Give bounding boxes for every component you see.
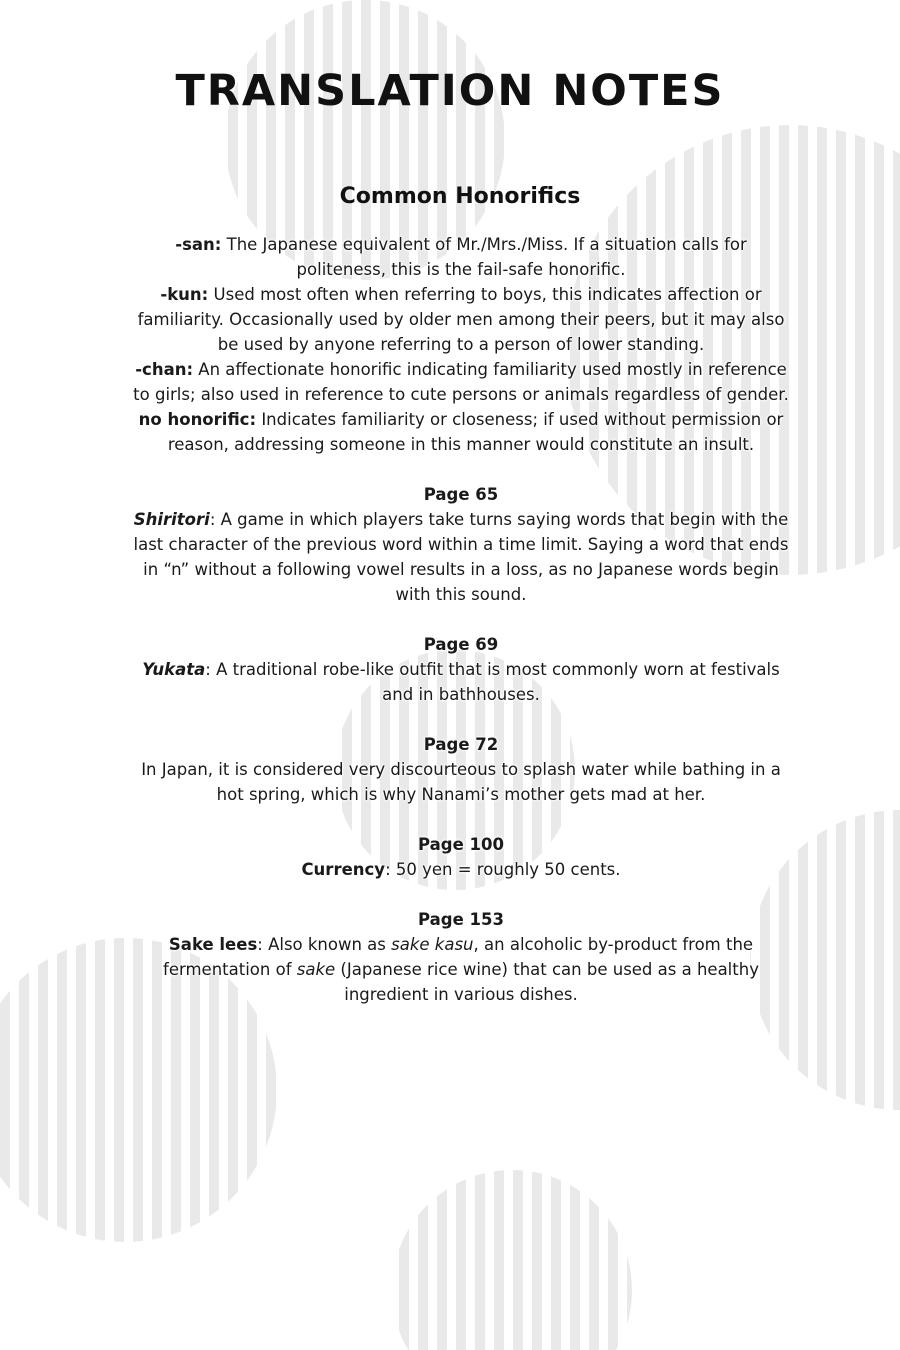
honorific-definition: Used most often when referring to boys, this indicates affection or familiarity. Occasionally used by older men among their peers, but it may also be used by anyone referring to a person of lower standing. <box>137 285 785 354</box>
honorific-entry-san <box>130 232 792 282</box>
notes-content <box>130 232 792 1007</box>
note-text: : 50 yen = roughly 50 cents. <box>385 860 621 879</box>
note-page-number: Page 100 <box>418 835 504 854</box>
note-page-number: Page 72 <box>423 735 499 754</box>
note-page-number: Page 153 <box>418 910 504 929</box>
honorific-term: -kun: <box>160 285 209 304</box>
honorific-entry-chan <box>130 357 792 407</box>
honorifics-heading: Common Honorifics <box>339 184 581 209</box>
note-text: : A game in which players take turns saying words that begin with the last character of the previous word within a time limit. Saying a word that ends in “n” without a following vowel results in a loss, as no Japanese words begin with this sound. <box>133 510 789 604</box>
note-term: Sake lees <box>168 935 258 954</box>
honorific-term: no honorific: <box>138 410 257 429</box>
note-term: Currency <box>301 860 386 879</box>
honorific-definition: An affectionate honorific indicating familiarity used mostly in reference to girls; also used in reference to cute persons or animals regardless of gender. <box>133 360 789 404</box>
page-title: TRANSLATION NOTES <box>175 66 725 116</box>
note-text: : A traditional robe-like outfit that is most commonly worn at festivals and in bathhouses. <box>205 660 780 704</box>
note-shiritori <box>130 507 792 607</box>
honorific-definition: The Japanese equivalent of Mr./Mrs./Miss. If a situation calls for politeness, this is the fail-safe honorific. <box>226 235 747 279</box>
note-yukata <box>130 657 792 707</box>
note-term: Yukata <box>142 660 206 679</box>
note-page-number: Page 65 <box>423 485 499 504</box>
note-sake-lees: Sake lees: Also known as sake kasu, an alcoholic by-product from the fermentation of sake (Japanese rice wine) that can be used as a healthy ingredient in various dishes. <box>163 935 759 1004</box>
note-term: Shiritori <box>133 510 210 529</box>
note-currency <box>130 857 792 882</box>
honorific-entry-none <box>130 407 792 457</box>
note-hot-spring <box>130 757 792 807</box>
honorific-entry-kun <box>130 282 792 357</box>
honorific-definition: Indicates familiarity or closeness; if used without permission or reason, addressing someone in this manner would constitute an insult. <box>167 410 784 454</box>
honorific-term: -san: <box>175 235 222 254</box>
honorific-term: -chan: <box>135 360 194 379</box>
note-page-number: Page 69 <box>423 635 499 654</box>
note-text: In Japan, it is considered very discourteous to splash water while bathing in a hot spring, which is why Nanami’s mother gets mad at her. <box>141 760 781 804</box>
